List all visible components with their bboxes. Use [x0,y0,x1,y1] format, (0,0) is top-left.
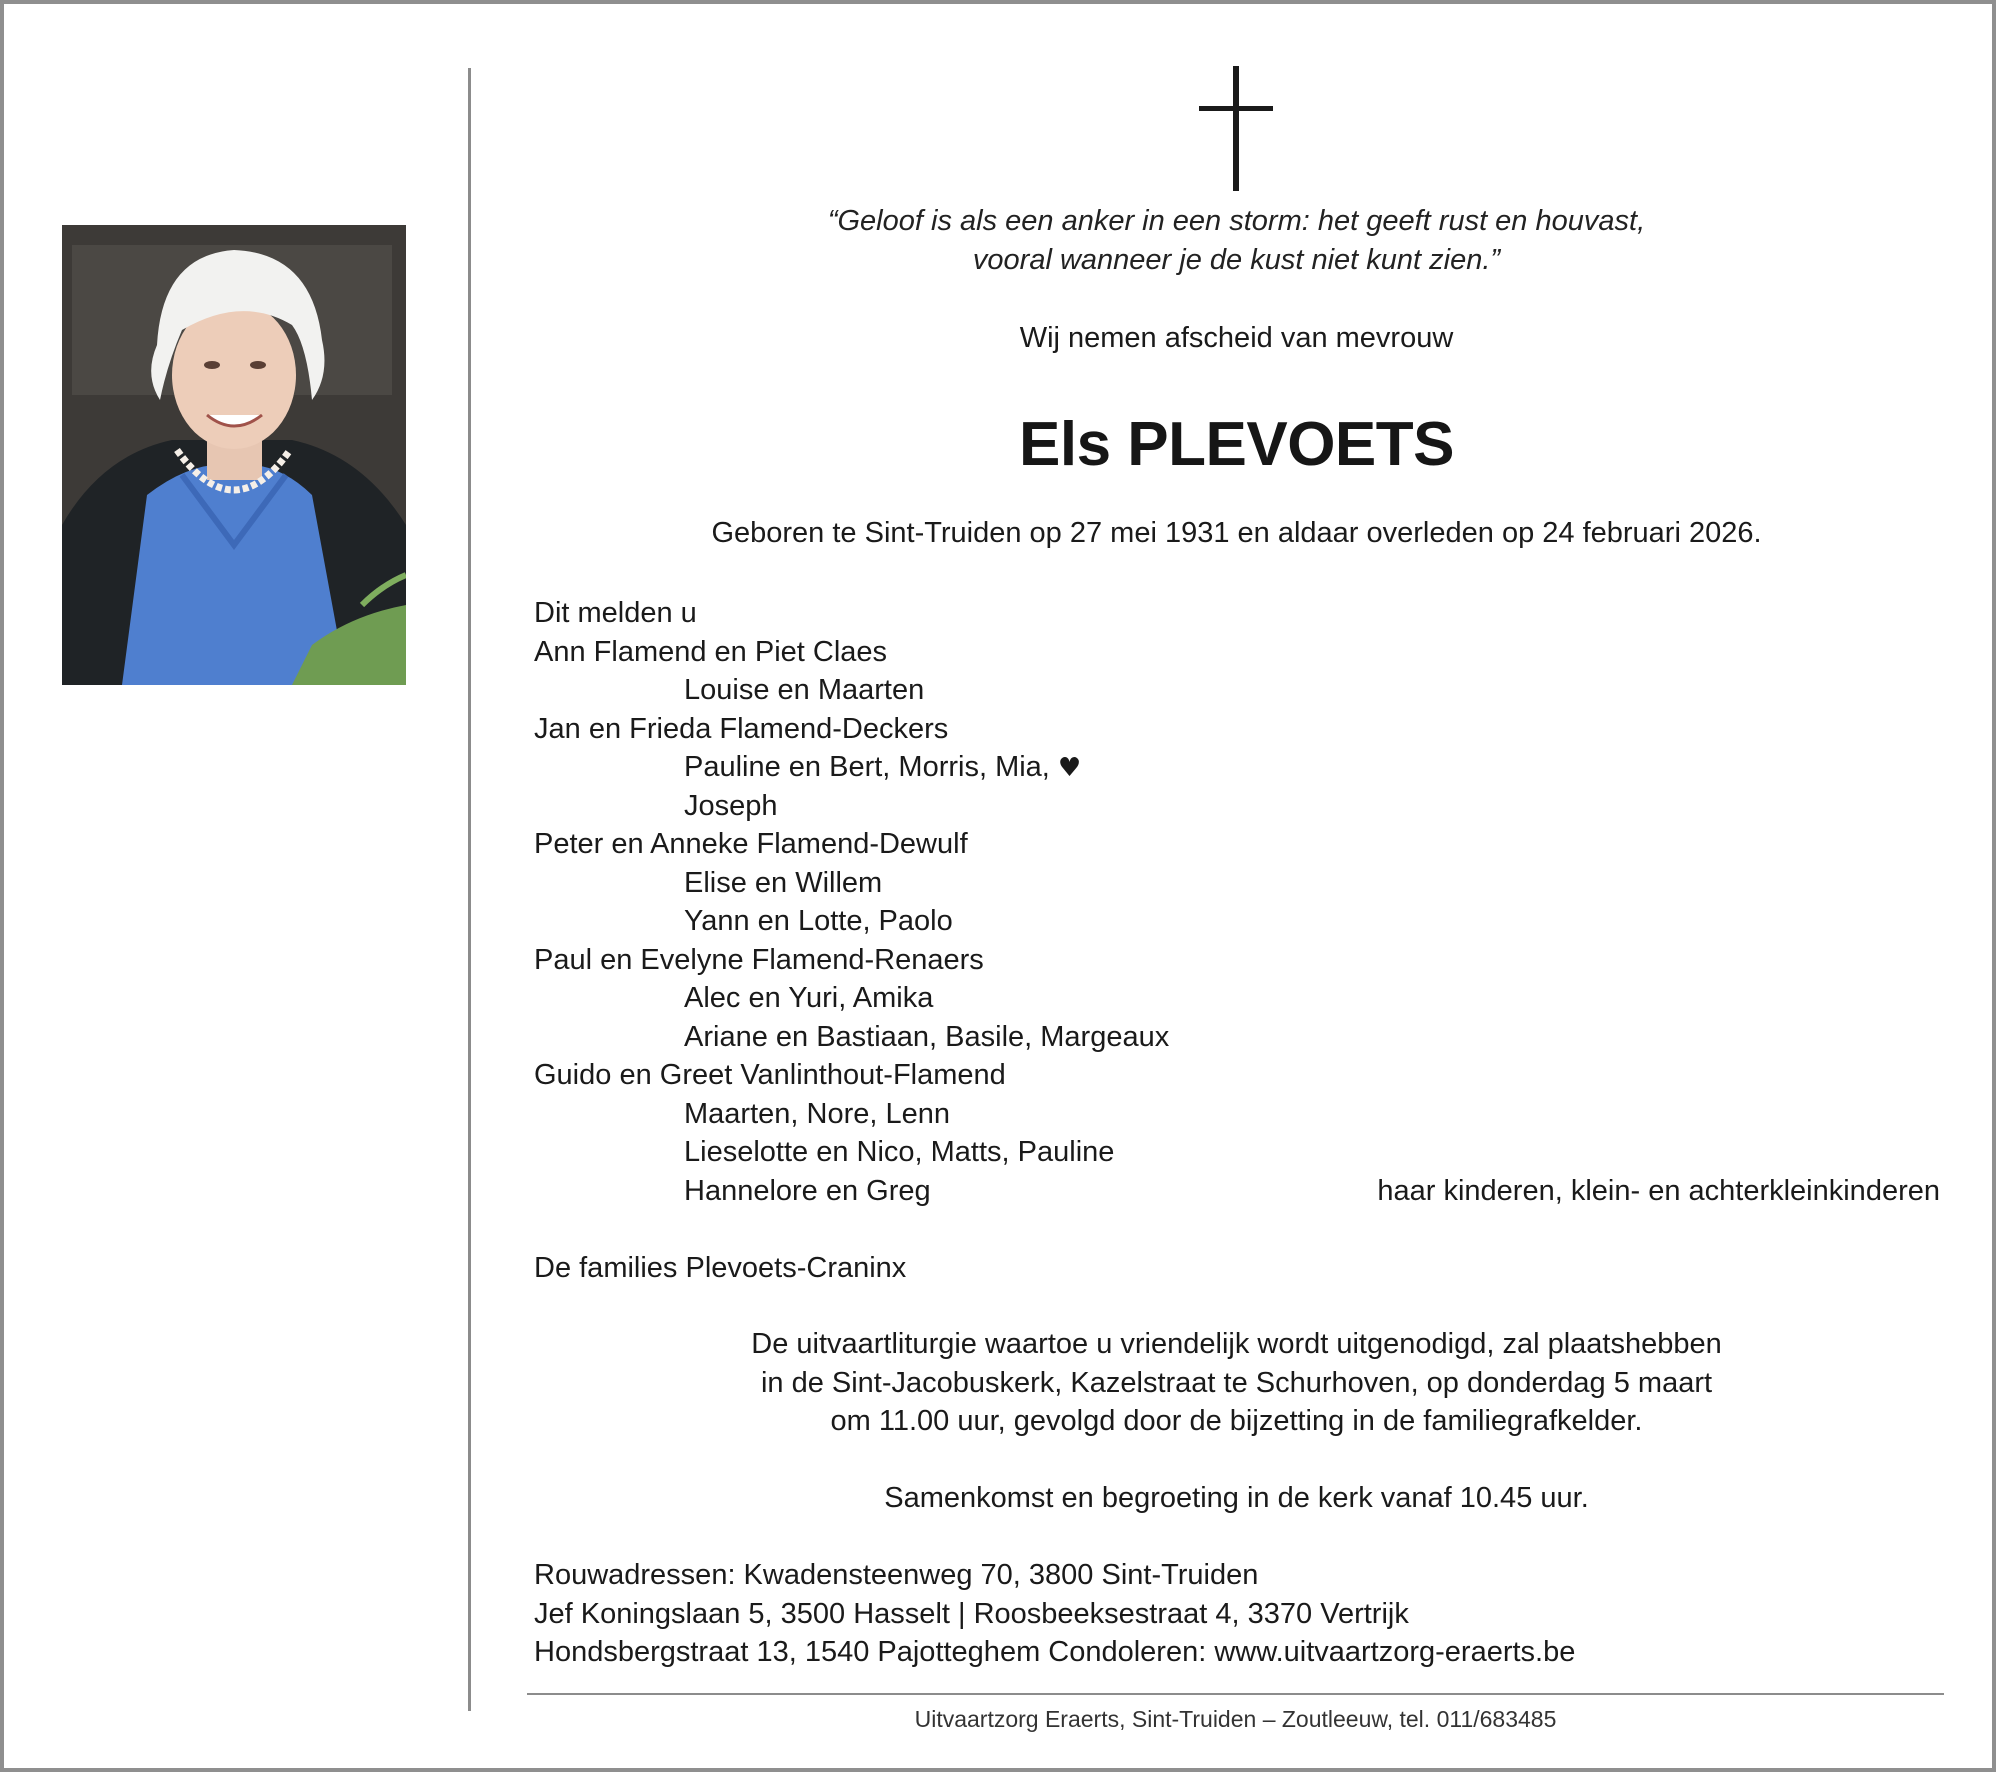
family-row [534,748,1954,787]
family-row: Elise en Willem [684,866,883,899]
family-row: Joseph [684,789,778,822]
quote [534,202,1939,280]
family-intro: Dit melden u [534,597,697,629]
address-line-1: Rouwadressen: Kwadensteenweg 70, 3800 Sint-Truiden [534,1559,1259,1591]
family-row: Paul en Evelyne Flamend-Renaers [534,943,984,976]
funeral-line-1: De uitvaartliturgie waartoe u vriendelijk wordt uitgenodigd, zal plaatshebben [751,1328,1722,1360]
family-row [534,1172,1954,1211]
family-role: haar kinderen, klein- en achterkleinkinderen [1377,1174,1940,1207]
family-row: Lieselotte en Nico, Matts, Pauline [684,1136,1115,1168]
family-row: Peter en Anneke Flamend-Dewulf [534,828,968,860]
family-row: Ann Flamend en Piet Claes [534,635,888,668]
funeral-line-3: om 11.00 uur, gevolgd door de bijzetting in de familiegrafkelder. [830,1405,1643,1437]
funeral-details [534,1325,1939,1441]
funeral-home-footer: Uitvaartzorg Eraerts, Sint-Truiden – Zoutleeuw, tel. 011/683485 [914,1706,1557,1732]
family-row-text: Hannelore en Greg [684,1174,931,1207]
quote-line-2: vooral wanneer je de kust niet kunt zien.” [972,244,1501,276]
footer-divider [527,1693,1944,1695]
heart-icon: ♥ [1057,753,1082,783]
birth-death-line: Geboren te Sint-Truiden op 27 mei 1931 en aldaar overleden op 24 februari 2026. [711,517,1762,549]
funeral-line-2: in de Sint-Jacobuskerk, Kazelstraat te Schurhoven, op donderdag 5 maart [760,1366,1713,1399]
family-row: Guido en Greet Vanlinthout-Flamend [534,1059,1006,1091]
extended-families: De families Plevoets-Craninx [534,1252,907,1284]
address-line-3: Hondsbergstraat 13, 1540 Pajotteghem Condoleren: www.uitvaartzorg-eraerts.be [534,1636,1576,1668]
family-row: Jan en Frieda Flamend-Deckers [534,712,949,745]
farewell-text: Wij nemen afscheid van mevrouw [1019,322,1454,354]
family-row: Yann en Lotte, Paolo [684,905,953,937]
family-row: Alec en Yuri, Amika [684,982,934,1014]
family-row: Maarten, Nore, Lenn [684,1097,950,1130]
meeting-info: Samenkomst en begroeting in de kerk vanaf 10.45 uur. [884,1482,1589,1514]
mourning-addresses [534,1556,1575,1672]
portrait-illustration [62,225,406,685]
address-line-2: Jef Koningslaan 5, 3500 Hasselt | Roosbeeksestraat 4, 3370 Vertrijk [534,1597,1409,1630]
quote-line-1: “Geloof is als een anker in een storm: het geeft rust en houvast, [827,205,1646,237]
deceased-name: Els PLEVOETS [1018,410,1455,479]
family-row: Louise en Maarten [684,674,925,706]
portrait-photo [62,225,406,685]
cross-icon [1199,66,1273,191]
family-row: Ariane en Bastiaan, Basile, Margeaux [684,1020,1170,1053]
family-row-text: Pauline en Bert, Morris, Mia, [684,751,1050,783]
vertical-divider [468,68,471,1711]
family-list [534,594,1954,1210]
